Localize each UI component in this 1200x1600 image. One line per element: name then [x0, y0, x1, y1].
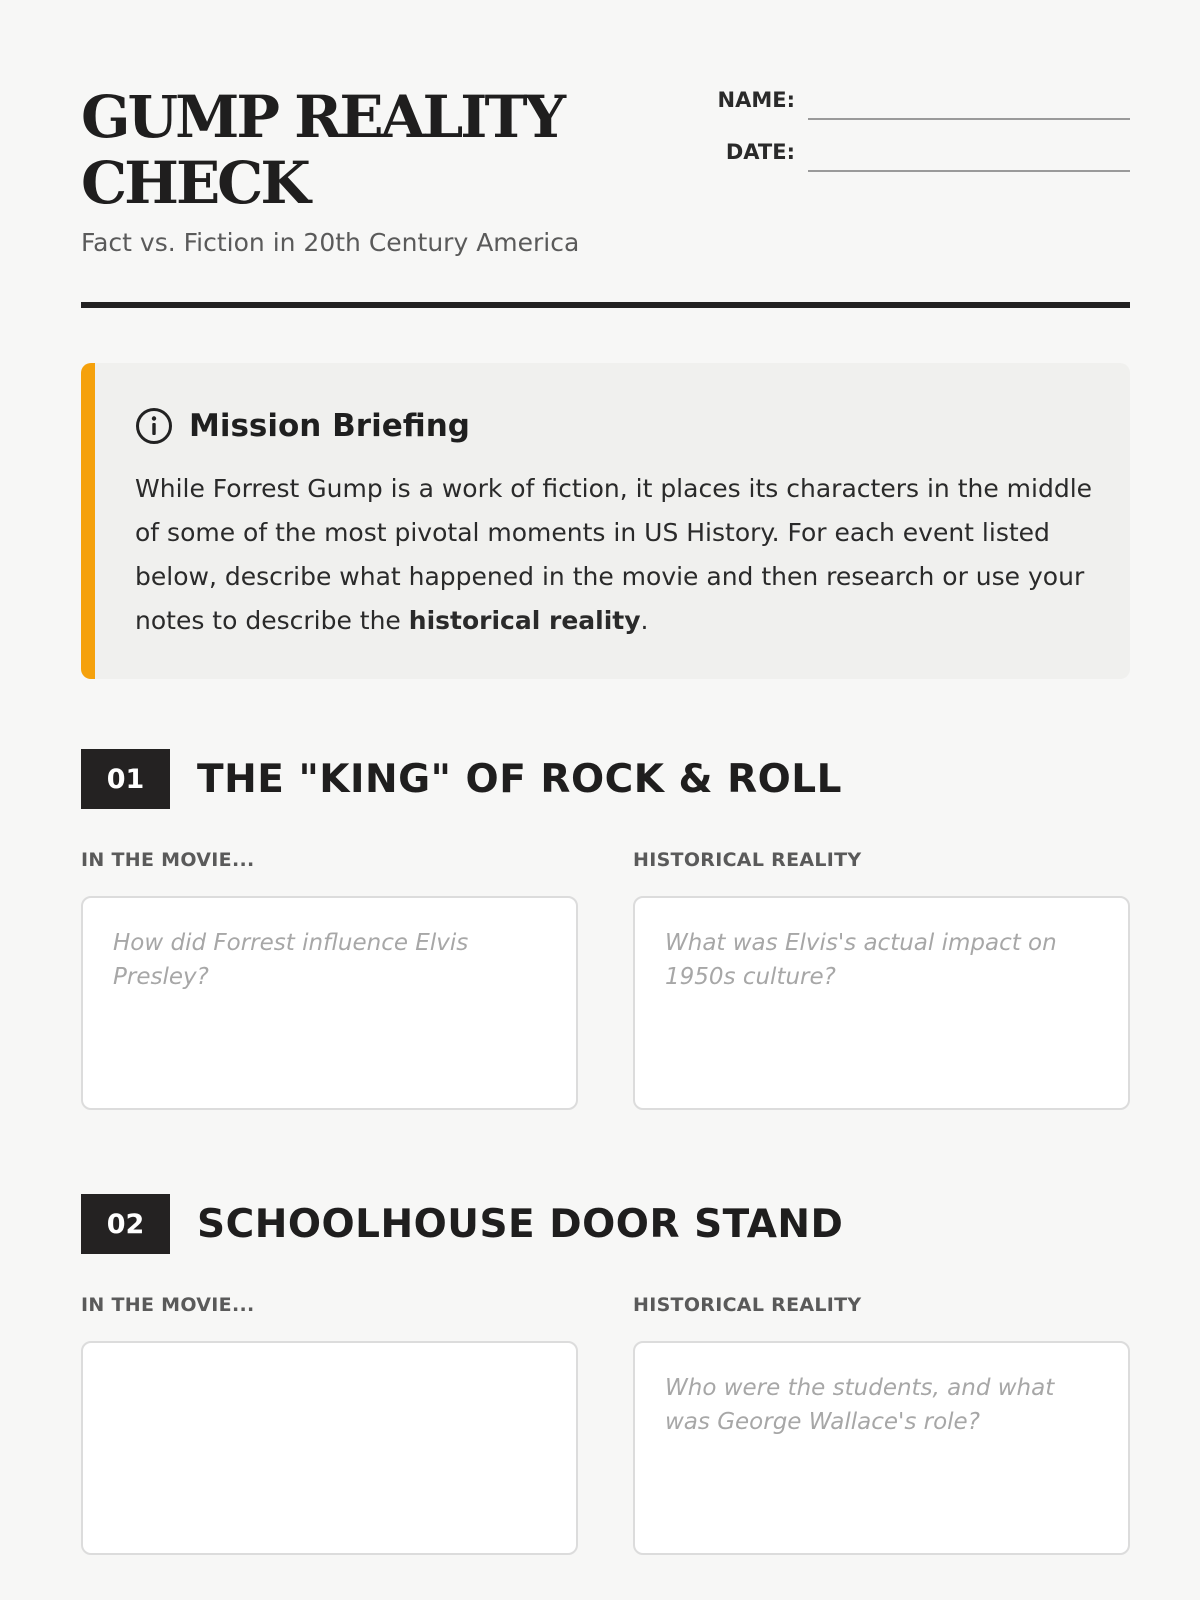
name-field-row	[700, 84, 1130, 136]
reality-column-label: HISTORICAL REALITY	[633, 1294, 862, 1316]
section-number: 02	[81, 1194, 170, 1254]
movie-answer-box	[81, 896, 578, 1110]
section-title: THE "KING" OF ROCK & ROLL	[197, 756, 843, 802]
name-field[interactable]	[808, 118, 1130, 120]
date-label: DATE:	[725, 140, 795, 164]
briefing-header	[135, 407, 470, 445]
section-01	[81, 749, 1130, 871]
page-subtitle: Fact vs. Fiction in 20th Century America	[81, 228, 580, 257]
date-field[interactable]	[808, 170, 1130, 172]
movie-column-label: IN THE MOVIE...	[81, 1294, 255, 1316]
student-fields	[700, 84, 1130, 188]
section-number: 01	[81, 749, 170, 809]
reality-answer-input[interactable]	[635, 898, 1128, 1108]
accent-bar	[81, 363, 95, 679]
reality-answer-box	[633, 1341, 1130, 1555]
section-02	[81, 1194, 1130, 1316]
movie-answer-input[interactable]	[83, 898, 576, 1108]
briefing-emphasis: historical reality	[408, 606, 641, 635]
briefing-body: While Forrest Gump is a work of fiction, it places its characters in the middle of some of the most pivotal moments in US History. For each event listed below, describe what happened in the movie and then research or use your notes to describe the	[135, 474, 1093, 635]
header-divider	[81, 302, 1130, 308]
name-label: NAME:	[717, 88, 795, 112]
mission-briefing-panel	[81, 363, 1130, 679]
section-header	[81, 749, 1130, 809]
reality-answer-box	[633, 896, 1130, 1110]
date-field-row	[700, 136, 1130, 188]
briefing-end: .	[640, 606, 649, 635]
header	[81, 84, 1130, 257]
movie-column-label: IN THE MOVIE...	[81, 849, 255, 871]
section-title: SCHOOLHOUSE DOOR STAND	[197, 1201, 844, 1247]
movie-answer-box	[81, 1341, 578, 1555]
reality-answer-input[interactable]	[635, 1343, 1128, 1553]
briefing-title: Mission Briefing	[189, 408, 470, 444]
reality-column-label: HISTORICAL REALITY	[633, 849, 862, 871]
page-title: GUMP REALITY CHECK	[81, 83, 564, 217]
info-circle-icon	[135, 407, 173, 445]
briefing-text	[135, 467, 1095, 643]
movie-answer-input[interactable]	[83, 1343, 576, 1553]
section-header	[81, 1194, 1130, 1254]
